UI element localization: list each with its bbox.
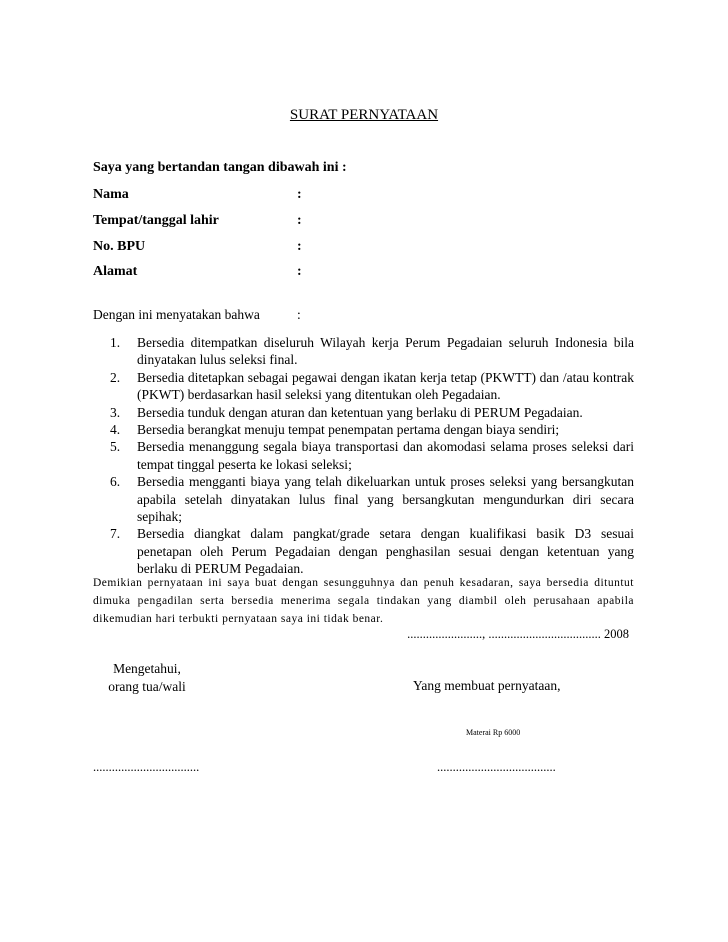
list-item-number: 6. — [110, 474, 121, 490]
signature-line-declarer: ...................................... — [437, 760, 556, 774]
closing-paragraph: Demikian pernyataan ini saya buat dengan sesungguhnya dan penuh kesadaran, saya bersedia dituntut dimuka pengadilan serta bersedia menerima segala tindakan yang diambil oleh perusahaan apabila dikemudian hari terbukti pernyataan saya ini tidak benar. — [93, 577, 634, 625]
statement-list — [93, 334, 634, 578]
list-item-text: Bersedia ditetapkan sebagai pegawai dengan ikatan kerja tetap (PKWTT) dan /atau kontrak (PKWT) berdasarkan hasil seleksi yang ditentukan oleh Pegadaian. — [137, 369, 634, 403]
acknowledged-label: Mengetahui, — [113, 661, 181, 676]
statement-label: Dengan ini menyatakan bahwa — [93, 307, 260, 322]
signature-line-guardian: .................................. — [93, 760, 200, 774]
statement-colon: : — [297, 307, 301, 322]
field-colon-ttl: : — [297, 213, 302, 228]
list-item-number: 3. — [110, 404, 121, 420]
list-item — [93, 438, 634, 473]
list-item-text: Bersedia diangkat dalam pangkat/grade setara dengan kualifikasi basik D3 sesuai penetapan oleh Perum Pegadaian dengan penghasilan sesuai dengan ketentuan yang berlaku di PERUM Pegadaian. — [137, 526, 634, 577]
list-item-text: Bersedia mengganti biaya yang telah dikeluarkan untuk proses seleksi yang bersangkutan apabila setelah dinyatakan lulus final yang bersangkutan mengundurkan diri secara sepihak; — [137, 474, 634, 525]
list-item — [93, 525, 634, 577]
acknowledged-block — [93, 660, 201, 696]
list-item-text: Bersedia tunduk dengan aturan dan ketentuan yang berlaku di PERUM Pegadaian. — [137, 404, 583, 420]
field-label-ttl: Tempat/tanggal lahir — [93, 213, 219, 228]
list-item — [93, 421, 634, 438]
intro-text: Saya yang bertandan tangan dibawah ini : — [93, 160, 347, 175]
list-item-number: 2. — [110, 369, 121, 385]
field-label-nama: Nama — [93, 187, 129, 202]
list-item-text: Bersedia berangkat menuju tempat penempatan pertama dengan biaya sendiri; — [137, 422, 560, 438]
field-label-bpu: No. BPU — [93, 239, 146, 254]
list-item-number: 1. — [110, 335, 121, 350]
stamp-duty-note: Materai Rp 6000 — [466, 728, 521, 737]
document-title: SURAT PERNYATAAN — [289, 107, 439, 123]
guardian-label: orang tua/wali — [108, 679, 186, 694]
list-item-number: 4. — [110, 422, 121, 438]
list-item — [93, 334, 634, 369]
list-item — [93, 404, 634, 421]
place-date-line: ........................, .................................... 2008 — [407, 627, 629, 641]
field-colon-bpu: : — [297, 239, 302, 254]
field-colon-alamat: : — [297, 264, 302, 279]
field-label-alamat: Alamat — [93, 264, 138, 279]
list-item-text: Bersedia ditempatkan diseluruh Wilayah kerja Perum Pegadaian seluruh Indonesia bila dinyatakan lulus seleksi final. — [137, 335, 634, 368]
list-item — [93, 473, 634, 525]
list-item-number: 7. — [110, 526, 121, 542]
field-colon-nama: : — [297, 187, 302, 202]
list-item-number: 5. — [110, 439, 121, 455]
list-item-text: Bersedia menanggung segala biaya transportasi dan akomodasi selama proses seleksi dari tempat tinggal peserta ke lokasi seleksi; — [137, 439, 634, 472]
declarer-label: Yang membuat pernyataan, — [413, 678, 561, 693]
list-item — [93, 369, 634, 404]
